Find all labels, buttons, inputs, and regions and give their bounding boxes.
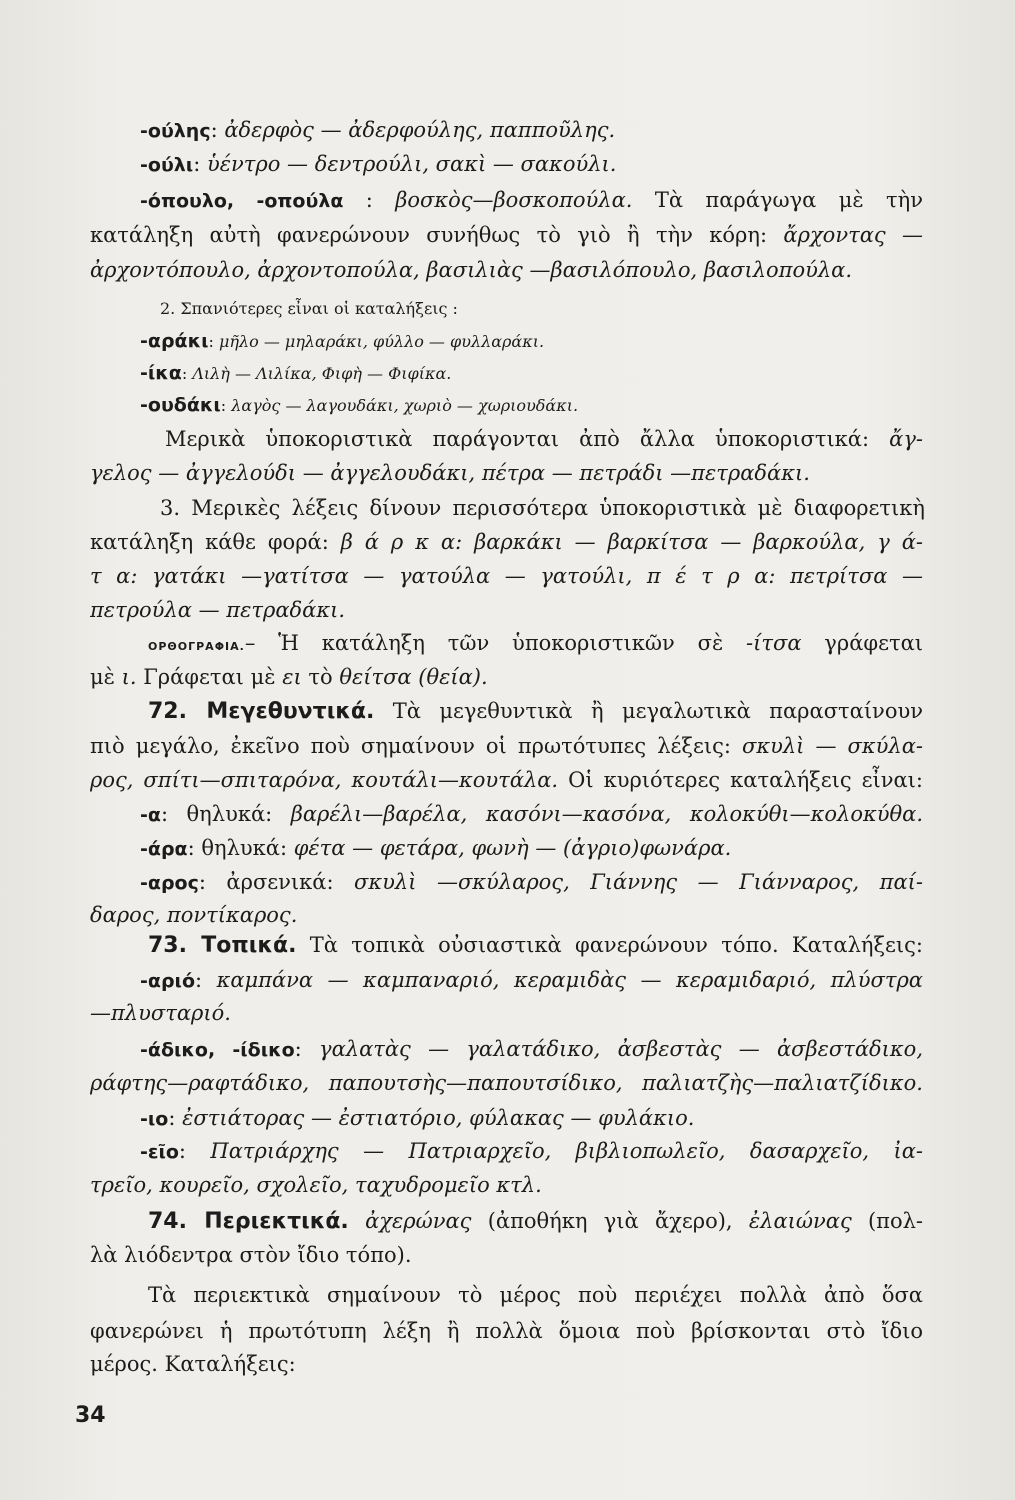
line-19 [90,765,923,795]
line-7-seg-2: Λιλὴ — Λιλίκα, Φιφὴ — Φιφίκα. [192,364,452,383]
line-7-seg-0: -ίκα [140,362,182,384]
line-35 [90,1316,923,1346]
line-19-seg-1: Οἱ κυριότερες καταλήξεις εἶναι: [558,768,923,792]
line-32-seg-3: (ἀποθήκη γιὰ ἄχερο), [471,1209,749,1233]
line-17-seg-1: Τὰ μεγεθυντικὰ ἢ μεγαλωτικὰ παρασταίνουν [374,699,923,723]
line-21-seg-0: -άρα [140,838,188,860]
line-20 [140,799,923,829]
line-20-seg-1: : θηλυκά: [160,802,291,826]
line-28-seg-0: ράφτης—ραφτάδικο, παπουτσὴς—παπουτσίδικο, παλιατζὴς—παλιατζίδικο. [90,1071,923,1095]
line-34 [148,1280,923,1310]
line-12 [90,527,923,557]
line-0-seg-0: -ούλης [140,120,211,142]
line-27 [140,1034,923,1064]
line-22-seg-0: -αρος [140,872,199,894]
line-25-seg-0: -αριό [140,970,195,992]
line-0 [140,115,655,146]
line-2 [140,185,923,215]
line-5 [160,292,615,324]
line-29-seg-0: -ιο [140,1108,169,1130]
line-31-seg-0: τρεῖο, κουρεῖο, σχολεῖο, ταχυδρομεῖο κτλ. [90,1173,542,1197]
line-8 [140,389,725,421]
line-25 [140,965,923,995]
line-33-seg-0: λὰ λιόδεντρα στὸν ἴδιο τόπο). [90,1243,412,1267]
line-24 [148,930,923,960]
line-11-seg-0: 3. Μερικὲς λέξεις δίνουν περισσότερα ὑποκοριστικὰ μὲ διαφορετικὴ [160,496,925,520]
line-26-seg-0: —πλυσταριό. [90,1001,231,1025]
line-16-seg-0: μὲ [90,665,122,689]
line-36 [90,1349,415,1379]
line-2-seg-0: -όπουλο, -οπούλα [140,190,344,212]
line-31 [90,1170,595,1200]
line-1 [140,149,695,180]
line-3 [90,220,923,250]
line-32-seg-0: 74. Περιεκτικά. [148,1209,349,1234]
line-10-seg-0: γελος — ἀγγελούδι — ἀγγελουδάκι, πέτρα — πετράδι —πετραδάκι. [90,461,810,485]
line-2-seg-3: Τὰ παράγωγα μὲ τὴν [632,188,923,212]
line-30-seg-2: Πατριάρχης — Πατριαρχεῖο, βιβλιοπωλεῖο, δασαρχεῖο, ἰα- [210,1139,923,1163]
line-6 [140,325,715,357]
line-2-seg-2: βοσκὸς—βοσκοπούλα. [395,188,633,212]
line-0-seg-2: ἀδερφὸς — ἀδερφούλης, παπποῦλης. [224,118,616,142]
line-28 [90,1068,923,1098]
line-32-seg-4: ἐλαιώνας [748,1209,852,1233]
line-15-seg-0: ΟΡΘΟΓΡΑΦΙΑ. [148,640,245,653]
line-14 [90,595,415,625]
line-1-seg-0: -ούλι [140,154,194,176]
line-20-seg-0: -α [140,804,161,826]
line-34-seg-0: Τὰ περιεκτικὰ σημαίνουν τὸ μέρος ποὺ περιέχει πολλὰ ἀπὸ ὅσα [148,1283,923,1307]
line-29-seg-1: : [168,1106,183,1130]
line-10 [90,458,885,488]
line-17 [148,696,923,726]
line-21 [140,833,825,864]
line-22-seg-2: σκυλὶ —σκύλαρος, Γιάννης — Γιάνναρος, παί- [354,870,923,894]
line-8-seg-0: -ουδάκι [140,394,221,416]
line-9-seg-0: Μερικὰ ὑποκοριστικὰ παράγονται ἀπὸ ἄλλα ὑποκοριστικά: [165,427,890,451]
line-19-seg-0: ρος, σπίτι—σπιταρόνα, κουτάλι—κουτάλα. [90,768,559,792]
line-1-seg-1: : [193,152,207,176]
line-25-seg-1: : [195,968,217,992]
line-8-seg-1: : [220,396,232,415]
line-16-seg-2: Γράφεται μὲ [136,665,283,689]
line-6-seg-1: : [208,332,219,351]
line-4 [90,255,915,285]
line-14-seg-0: πετρούλα — πετραδάκι. [90,598,346,622]
line-32 [148,1206,923,1236]
line-7-seg-1: : [181,364,193,383]
line-16-seg-1: ι. [121,665,137,689]
line-23-seg-0: δαρος, ποντίκαρος. [90,903,298,927]
line-27-seg-0: -άδικο, -ίδικο [140,1039,295,1061]
line-24-seg-1: Τὰ τοπικὰ οὐσιαστικὰ φανερώνουν τόπο. Καταλήξεις: [296,933,923,957]
line-23 [90,900,315,930]
line-11 [160,493,925,523]
line-15-seg-2: -ίτσα [746,631,802,655]
line-35-seg-0: φανερώνει ἡ πρωτότυπη λέξη ἢ πολλὰ ὅμοια ποὺ βρίσκονται στὸ ἴδιο [90,1319,923,1343]
line-6-seg-2: μῆλο — μηλαράκι, φύλλο — φυλλαράκι. [218,332,545,351]
line-29 [140,1103,765,1134]
line-9 [165,424,923,454]
line-3-seg-0: κατάληξη αὐτὴ φανερώνουν συνήθως τὸ γιὸ ἢ τὴν κόρη: [90,223,784,247]
line-27-seg-2: γαλατὰς — γαλατάδικο, ἀσβεστὰς — ἀσβεστάδικο, [319,1037,923,1061]
line-3-seg-1: ἄρχοντας — [783,223,923,247]
line-16-seg-5: θείτσα (θεία). [339,665,488,689]
line-36-seg-0: μέρος. Καταλήξεις: [90,1352,296,1376]
line-18 [90,731,923,761]
line-18-seg-1: σκυλὶ — σκύλα- [742,734,923,758]
line-30 [140,1136,923,1166]
line-17-seg-0: 72. Μεγεθυντικά. [148,699,375,724]
line-9-seg-1: ἄγ- [889,427,923,451]
line-16-seg-4: τὸ [301,665,340,689]
line-30-seg-1: : [178,1139,211,1163]
line-30-seg-0: -εῖο [140,1141,179,1163]
line-32-seg-1 [349,1209,365,1233]
line-2-seg-1: : [343,188,396,212]
line-29-seg-2: ἐστιάτορας — ἐστιατόριο, φύλακας — φυλάκιο. [182,1106,695,1130]
line-22-seg-1: : ἀρσενικά: [198,870,355,894]
line-13-seg-0: τ α: γατάκι —γατίτσα — γατούλα — γατούλι, π έ τ ρ α: πετρίτσα — [90,564,923,588]
line-27-seg-1: : [294,1037,320,1061]
line-21-seg-2: φέτα — φετάρα, φωνὴ — (ἀγριο)φωνάρα. [293,836,732,860]
line-15-seg-3: γράφεται [801,631,923,655]
line-16-seg-3: ει [282,665,302,689]
line-15 [148,628,923,658]
line-16 [90,662,615,692]
line-12-seg-0: κατάληξη κάθε φορά: [90,530,341,554]
line-13 [90,561,923,591]
line-24-seg-0: 73. Τοπικά. [148,933,297,958]
line-5-seg-0: 2. Σπανιότερες εἶναι οἱ καταλήξεις : [160,299,458,318]
line-32-seg-5: (πολ- [851,1209,923,1233]
line-33 [90,1240,455,1270]
line-20-seg-2: βαρέλι—βαρέλα, κασόνι—κασόνα, κολοκύθι—κολοκύθα. [290,802,923,826]
line-0-seg-1: : [210,118,225,142]
line-22 [140,867,923,897]
line-26 [90,998,255,1028]
line-4-seg-0: ἀρχοντόπουλο, ἀρχοντοπούλα, βασιλιὰς —βασιλόπουλο, βασιλοπούλα. [90,258,853,282]
line-21-seg-1: : θηλυκά: [187,836,294,860]
line-6-seg-0: -αράκι [140,330,209,352]
line-25-seg-2: καμπάνα — καμπαναριό, κεραμιδὰς — κεραμιδαριό, πλύστρα [216,968,923,992]
line-32-seg-2: ἀχερώνας [365,1209,472,1233]
line-8-seg-2: λαγὸς — λαγουδάκι, χωριὸ — χωριουδάκι. [231,396,579,415]
line-1-seg-2: ὑέντρο — δεντρούλι, σακὶ — σακούλι. [206,152,617,176]
line-7 [140,357,615,389]
line-12-seg-1: β ά ρ κ α: βαρκάκι — βαρκίτσα — βαρκούλα, γ ά- [340,530,923,554]
line-15-seg-1: – Ἡ κατάληξη τῶν ὑποκοριστικῶν σὲ [244,631,747,655]
line-18-seg-0: πιὸ μεγάλο, ἐκεῖνο ποὺ σημαίνουν οἱ πρωτότυπες λέξεις: [90,734,742,758]
page-number: 34 [75,1403,106,1428]
